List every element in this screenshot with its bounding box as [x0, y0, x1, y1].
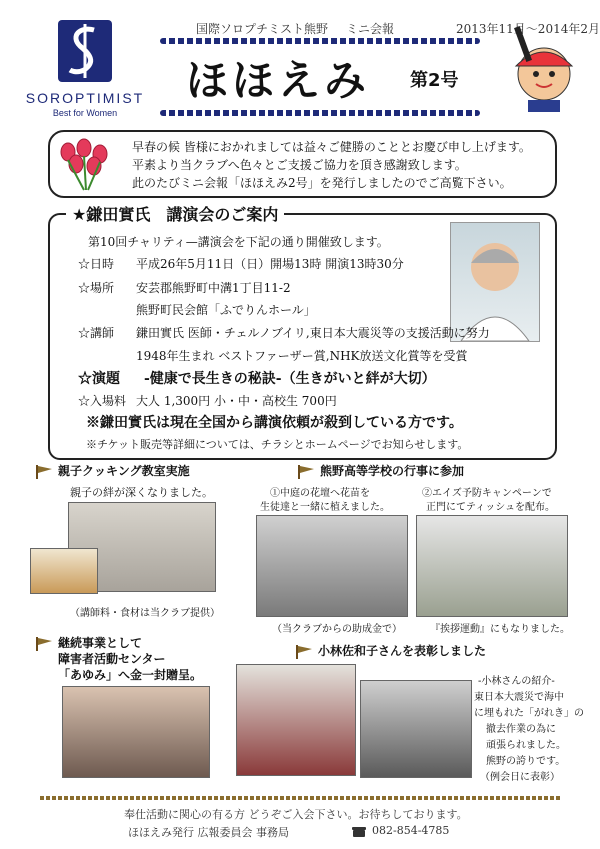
- award-ceremony-photo: [236, 664, 356, 776]
- flag-icon: [296, 644, 314, 663]
- lecturer-value: 鎌田實氏 医師・チェルノブイリ,東日本大震災等の支援活動に努力: [136, 326, 490, 340]
- award-line-6: （例会日に表彰）: [480, 772, 560, 783]
- cooking-caption: （講師料・食材は当クラブ提供）: [70, 608, 220, 619]
- footer-phone: 082-854-4785: [372, 824, 450, 837]
- award-title: 小林佐和子さんを表彰しました: [318, 644, 487, 658]
- note-1: ※鎌田實氏は現在全国から講演依頼が殺到している方です。: [86, 415, 463, 431]
- org-name: 国際ソロプチミスト熊野: [196, 22, 329, 36]
- soroptimist-logo-icon: [58, 20, 112, 82]
- award-intro: -小林さんの紹介-: [478, 676, 555, 687]
- greeting-line-2: 平素より当クラブへ色々とご支援ご協力を頂き感謝致します。: [132, 158, 467, 172]
- aids-campaign-photo: [416, 515, 568, 617]
- date-range: 2013年11月～2014年2月: [456, 22, 600, 36]
- cooking-text: 親子の絆が深くなりました。: [70, 486, 213, 499]
- highschool-text-2a: ②エイズ予防キャンペーンで: [422, 488, 552, 499]
- greeting-line-1: 早春の候 皆様におかれましては益々ご健勝のこととお慶び申し上げます。: [132, 140, 531, 154]
- note-2: ※チケット販売等詳細については、チラシとホームページでお知らせします。: [86, 438, 469, 451]
- highschool-caption-1: （当クラブからの助成金で）: [272, 624, 402, 635]
- tulip-flowers-icon: [56, 138, 116, 192]
- footer-publisher: ほほえみ発行 広報委員会 事務局: [128, 826, 289, 839]
- center-title-1: 継続事業として: [58, 636, 143, 650]
- donation-photo: [62, 686, 210, 778]
- highschool-caption-2: 『挨拶運動』にもなりました。: [430, 624, 570, 635]
- flag-icon: [36, 636, 54, 655]
- highschool-text-2b: 正門にてティッシュを配布。: [426, 502, 555, 513]
- newsletter-title: ほほえみ: [186, 56, 371, 105]
- center-title-2: 障害者活動センター: [58, 652, 166, 666]
- topic-label: ☆演題: [78, 371, 120, 387]
- lecturer-value-2: 1948年生まれ ベストファーザー賞,NHK放送文化賞等を受賞: [136, 349, 468, 363]
- greeting-line-3: 此のたびミニ会報「ほほえみ2号」を発行しましたのでご高覧下さい。: [132, 176, 512, 190]
- place-value: 安芸郡熊野町中溝1丁目11-2: [136, 281, 291, 295]
- logo-text: SOROPTIMIST: [25, 90, 145, 106]
- fee-value: 大人 1,300円 小・中・高校生 700円: [136, 394, 337, 408]
- award-line-4: 頑張られました。: [486, 740, 566, 751]
- place-value-2: 熊野町民会館「ふでりんホール」: [136, 303, 316, 317]
- flag-icon: [298, 464, 316, 483]
- lecturer-label: ☆講師: [78, 326, 115, 340]
- footer-invite: 奉仕活動に関心の有る方 どうぞご入会下さい。お待ちしております。: [124, 808, 468, 821]
- issue-number: 第2号: [410, 70, 459, 91]
- award-line-1: 東日本大震災で海中: [474, 692, 564, 703]
- fee-label: ☆入場料: [78, 394, 127, 408]
- phone-icon: [352, 823, 366, 842]
- topic-value: -健康で長生きの秘訣-（生きがいと絆が大切）: [144, 371, 436, 387]
- date-label: ☆日時: [78, 257, 115, 271]
- award-line-5: 熊野の誇りです。: [486, 756, 566, 767]
- center-title-3: 「あゆみ」へ金一封贈呈。: [58, 668, 203, 682]
- highschool-title: 熊野高等学校の行事に参加: [320, 464, 465, 478]
- event-intro: 第10回チャリティ—講演会を下記の通り開催致します。: [88, 235, 389, 249]
- logo-tagline: Best for Women: [52, 108, 118, 118]
- bottom-wave-divider: [160, 110, 480, 116]
- newsletter-type: ミニ会報: [346, 22, 395, 36]
- highschool-text-1b: 生徒達と一緒に植えました。: [260, 502, 390, 513]
- flower-planting-photo: [256, 515, 408, 617]
- award-line-3: 撤去作業の為に: [486, 724, 556, 735]
- date-value: 平成26年5月11日（日）開場13時 開演13時30分: [136, 257, 404, 271]
- footer-divider: [40, 796, 560, 800]
- mascot-icon: [498, 18, 584, 114]
- award-line-2: に埋もれた「がれき」の: [474, 708, 584, 719]
- event-title: ★鎌田實氏 講演会のご案内: [66, 202, 284, 225]
- place-label: ☆場所: [78, 281, 115, 295]
- top-wave-divider: [160, 38, 480, 44]
- cooking-title: 親子クッキング教室実施: [58, 464, 190, 478]
- cooking-food-photo: [30, 548, 98, 594]
- award-presentation-photo: [360, 680, 472, 778]
- highschool-text-1a: ①中庭の花壇へ花苗を: [270, 488, 370, 499]
- flag-icon: [36, 464, 54, 483]
